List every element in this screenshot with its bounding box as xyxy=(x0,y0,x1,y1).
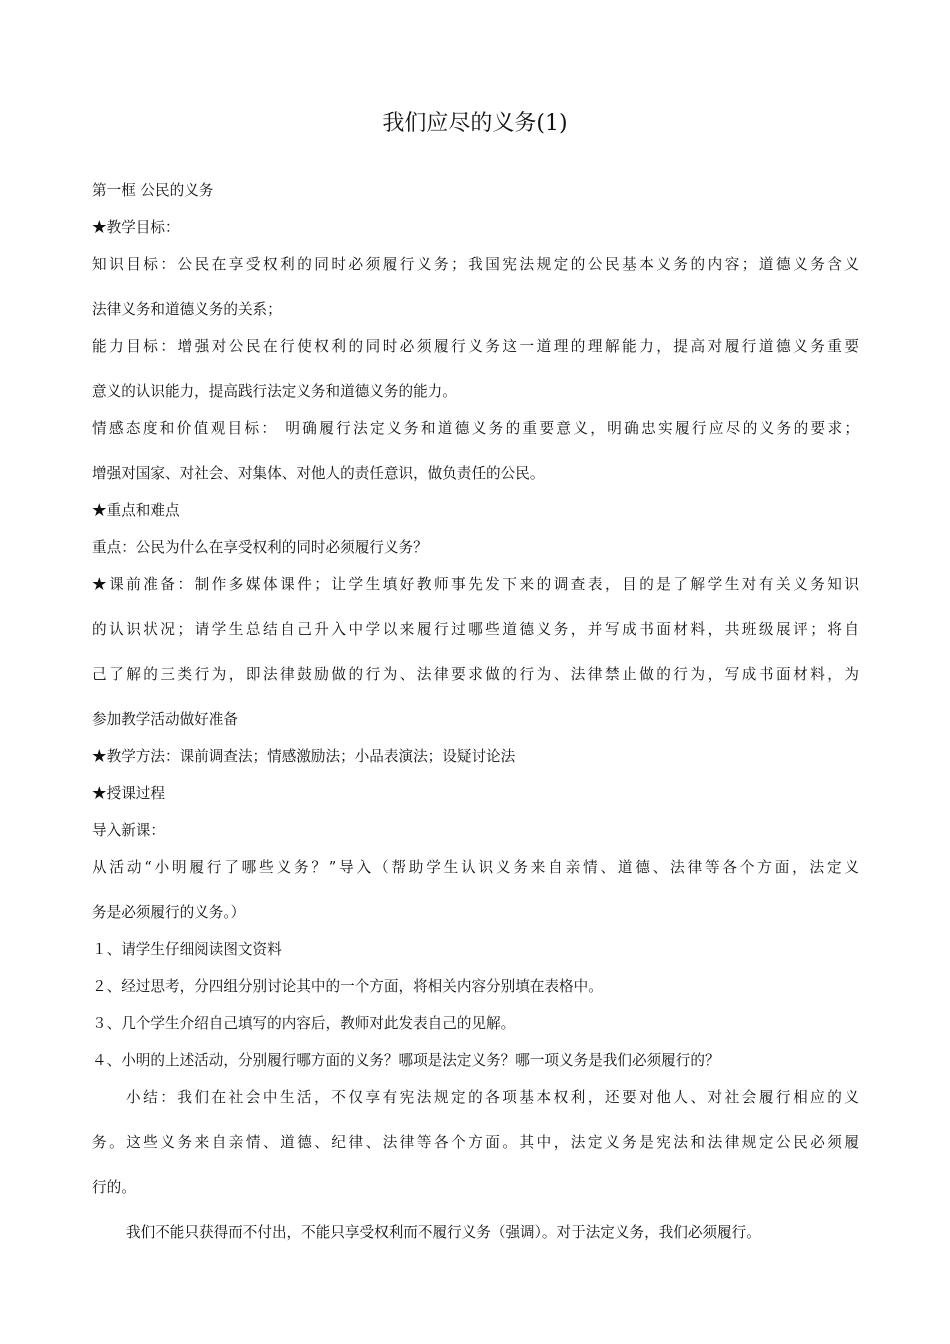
step-2: ２、经过思考，分四组分别讨论其中的一个方面，将相关内容分别填在表格中。 xyxy=(92,978,603,995)
attitude-goal-line-1: 情感态度和价值观目标： 明确履行法定义务和道德义务的重要意义，明确忠实履行应尽的义务的要求； xyxy=(92,420,859,437)
ability-goal-line-2: 意义的认识能力，提高践行法定义务和道德义务的能力。 xyxy=(92,383,457,400)
lesson-process-heading: ★授课过程 xyxy=(92,785,165,802)
step-3: ３、几个学生介绍自己填写的内容后，教师对此发表自己的见解。 xyxy=(92,1015,516,1032)
step-1: １、请学生仔细阅读图文资料 xyxy=(92,941,282,958)
introduction-line-1: 从活动“小明履行了哪些义务？”导入（帮助学生认识义务来自亲情、道德、法律等各个方面，法定义 xyxy=(92,859,859,876)
introduction-line-2: 务是必须履行的义务。） xyxy=(92,904,246,921)
preparation-line-2: 的认识状况；请学生总结自己升入中学以来履行过哪些道德义务，并写成书面材料，共班级展评；将自 xyxy=(92,621,859,638)
summary-line-1: 小结：我们在社会中生活，不仅享有宪法规定的各项基本权利，还要对他人、对社会履行相应的义 xyxy=(126,1089,859,1106)
preparation-line-1: ★课前准备：制作多媒体课件；让学生填好教师事先发下来的调查表，目的是了解学生对有关义务知识 xyxy=(92,576,859,593)
summary-line-2: 务。这些义务来自亲情、道德、纪律、法律等各个方面。其中，法定义务是宪法和法律规定公民必须履 xyxy=(92,1134,859,1151)
key-points-heading: ★重点和难点 xyxy=(92,502,180,519)
knowledge-goal-line-2: 法律义务和道德义务的关系； xyxy=(92,301,282,318)
attitude-goal-line-2: 增强对国家、对社会、对集体、对他人的责任意识，做负责任的公民。 xyxy=(92,465,545,482)
key-point-line: 重点：公民为什么在享受权利的同时必须履行义务？ xyxy=(92,539,428,556)
knowledge-goal-line-1: 知识目标：公民在享受权利的同时必须履行义务；我国宪法规定的公民基本义务的内容；道德义务含义 xyxy=(92,256,859,273)
preparation-line-3: 己了解的三类行为，即法律鼓励做的行为、法律要求做的行为、法律禁止做的行为，写成书面材料，为 xyxy=(92,666,859,683)
summary-line-3: 行的。 xyxy=(92,1179,136,1196)
document-title: 我们应尽的义务(1) xyxy=(382,111,568,136)
teaching-goals-heading: ★教学目标： xyxy=(92,219,180,236)
ability-goal-line-1: 能力目标：增强对公民在行使权利的同时必须履行义务这一道理的理解能力，提高对履行道德义务重要 xyxy=(92,338,859,355)
closing-line: 我们不能只获得而不付出，不能只享受权利而不履行义务（强调）。对于法定义务，我们必须履行。 xyxy=(126,1224,761,1241)
introduction-heading: 导入新课： xyxy=(92,822,165,839)
teaching-methods-line: ★教学方法：课前调查法；情感激励法；小品表演法；设疑讨论法 xyxy=(92,748,516,765)
document-body xyxy=(92,177,859,1256)
step-4: ４、小明的上述活动，分别履行哪方面的义务？哪项是法定义务？哪一项义务是我们必须履行的？ xyxy=(92,1052,720,1069)
section-heading: 第一框 公民的义务 xyxy=(92,182,214,199)
preparation-line-4: 参加教学活动做好准备 xyxy=(92,711,238,728)
